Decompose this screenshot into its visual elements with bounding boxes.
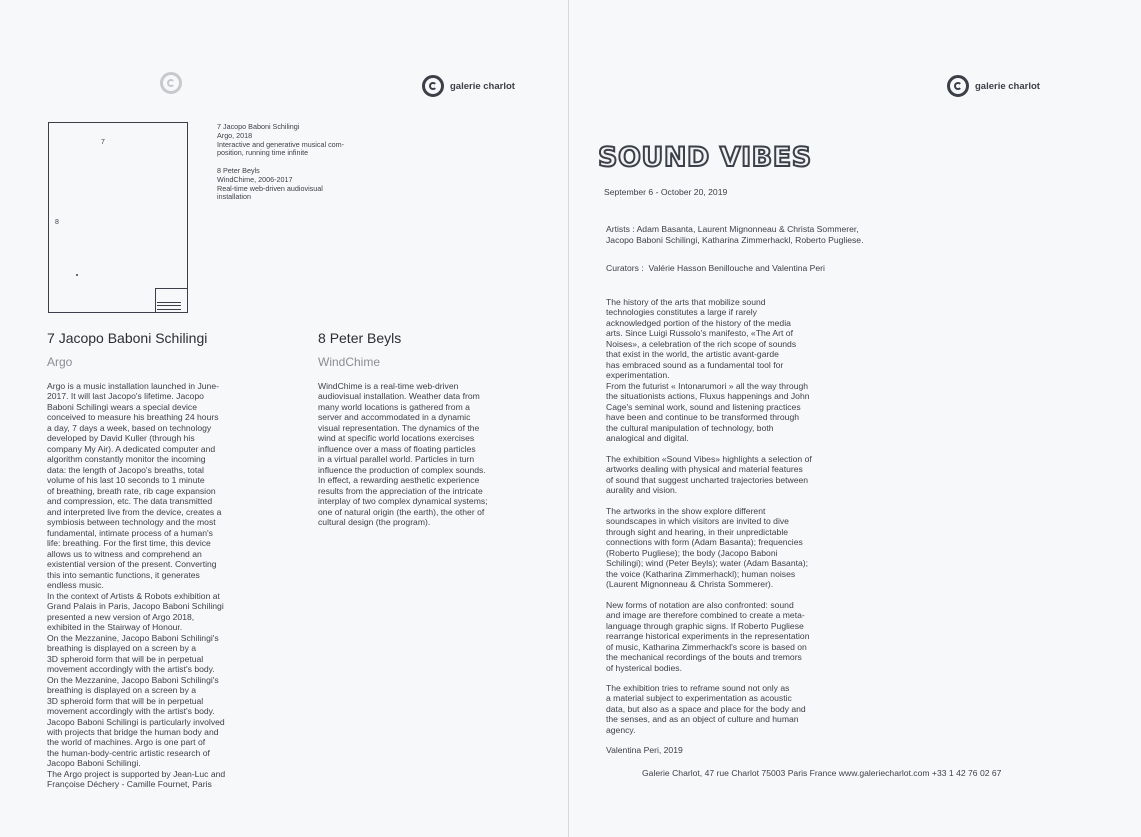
text-line: volume of his last 10 seconds to 1 minute bbox=[47, 475, 205, 486]
diagram-dot bbox=[76, 274, 78, 276]
legend-line: WindChime, 2006-2017 bbox=[217, 174, 293, 184]
text-line: Baboni Schilingi wears a special device bbox=[47, 401, 197, 412]
text-line: endless music. bbox=[47, 580, 104, 591]
text-line: In effect, a rewarding aesthetic experience bbox=[318, 475, 480, 486]
text-line: cultural design (the program). bbox=[318, 517, 431, 528]
text-line: company My Air). A dedicated computer and bbox=[47, 443, 216, 454]
artists-line: Adam Basanta, Laurent Mignonneau & Christa Sommerer, bbox=[636, 224, 859, 234]
text-line: The artworks in the show explore different bbox=[606, 505, 766, 516]
gallery-logo bbox=[947, 75, 1040, 97]
text-line: data: the length of Jacopo's breaths, total bbox=[47, 464, 204, 475]
text-line: The exhibition tries to reframe sound not only as bbox=[606, 682, 790, 693]
legend-item bbox=[217, 123, 367, 158]
gallery-logo-text: galerie charlot bbox=[975, 80, 1040, 92]
text-line: conceived to measure his breathing 24 hours bbox=[47, 412, 219, 423]
text-line: Françoise Déchery - Camille Fournet, Paris bbox=[47, 779, 212, 790]
text-line: Cage's seminal work, sound and listening practices bbox=[606, 401, 801, 412]
text-line: the mechanical recordings of the bouts and tremors bbox=[606, 652, 802, 663]
text-line: experimentation. bbox=[606, 370, 670, 381]
essay-signature: Valentina Peri, 2019 bbox=[606, 745, 683, 756]
text-line: and image are therefore combined to create a meta- bbox=[606, 610, 805, 621]
legend-line: Real-time web-driven audiovisual bbox=[217, 183, 323, 193]
text-line: New forms of notation are also confronted: sound bbox=[606, 599, 794, 610]
text-line: Jacopo Baboni Schilingi. bbox=[47, 758, 141, 769]
diagram-label-7: 7 bbox=[101, 139, 105, 146]
text-line: Schilingi); wind (Peter Beyls); water (Adam Basanta); bbox=[606, 558, 809, 569]
text-line: existential version of the present. Converting bbox=[47, 559, 217, 570]
text-line: exhibited in the Stairway of Honour. bbox=[47, 622, 183, 633]
essay-paragraph bbox=[606, 683, 846, 735]
artwork-7-description bbox=[47, 381, 272, 790]
diagram-stair-lines bbox=[157, 302, 181, 310]
essay-paragraph bbox=[606, 600, 846, 673]
text-line: On the Mezzanine, Jacopo Baboni Schilingi's bbox=[47, 632, 219, 643]
exhibition-title: SOUND VIBES bbox=[598, 142, 812, 173]
text-line: that exist in the world, the artistic avant-garde bbox=[606, 349, 779, 360]
legend-line: position, running time infinite bbox=[217, 148, 309, 158]
text-line: results from the appreciation of the intricate bbox=[318, 485, 483, 496]
text-line: many world locations is gathered from a bbox=[318, 401, 470, 412]
text-line: with projects that bridge the human body and bbox=[47, 726, 219, 737]
text-line: Grand Palais in Paris, Jacopo Baboni Schilingi bbox=[47, 601, 224, 612]
text-line: the senses, and as an object of culture and human bbox=[606, 714, 799, 725]
legend-line: Argo, 2018 bbox=[217, 130, 253, 140]
text-line: (Roberto Pugliese); the body (Jacopo Baboni bbox=[606, 547, 778, 558]
text-line: soundscapes in which visitors are invited to dive bbox=[606, 516, 789, 527]
essay-paragraph bbox=[606, 454, 846, 496]
text-line: server and accommodated in a dynamic bbox=[318, 412, 471, 423]
artwork-8-title: WindChime bbox=[318, 355, 381, 369]
essay-paragraph bbox=[606, 297, 846, 444]
legend-line: installation bbox=[217, 192, 251, 202]
text-line: breathing is displayed on a screen by a bbox=[47, 685, 197, 696]
text-line: On the Mezzanine, Jacopo Baboni Schilingi's bbox=[47, 674, 219, 685]
text-line: movement accordingly with the artist's body. bbox=[47, 706, 215, 717]
text-line: breathing is displayed on a screen by a bbox=[47, 643, 197, 654]
text-line: (Laurent Mignonneau & Christa Sommerer). bbox=[606, 579, 774, 590]
artwork-legend bbox=[217, 123, 367, 211]
text-line: through sight and hearing, in their unpredictable bbox=[606, 526, 789, 537]
text-line: artworks dealing with physical and material features bbox=[606, 464, 803, 475]
text-line: wind at specific world locations exercises bbox=[318, 433, 475, 444]
text-line: data, but also as a space and place for the body and bbox=[606, 703, 806, 714]
text-line: presented a new version of Argo 2018, bbox=[47, 611, 195, 622]
text-line: connections with form (Adam Basanta); frequencies bbox=[606, 537, 803, 548]
gallery-logo-text: galerie charlot bbox=[450, 80, 515, 92]
curatorial-essay bbox=[606, 297, 846, 756]
floor-plan-diagram bbox=[48, 122, 188, 313]
artists-line: Jacopo Baboni Schilingi, Katharina Zimmerhackl, Roberto Pugliese. bbox=[606, 235, 864, 246]
text-line: Argo is a music installation launched in June- bbox=[47, 381, 219, 391]
artists-label: Artists : bbox=[606, 224, 635, 234]
legend-title: 8 Peter Beyls bbox=[217, 166, 260, 176]
text-line: have been and continue to be transformed through bbox=[606, 412, 800, 423]
exhibition-dates: September 6 - October 20, 2019 bbox=[604, 187, 728, 197]
text-line: one of natural origin (the earth), the other of bbox=[318, 506, 485, 517]
text-line: rearrange historical experiments in the representation bbox=[606, 631, 810, 642]
text-line: the world of machines. Argo is one part of bbox=[47, 737, 206, 748]
text-line: of breathing, breath rate, rib cage expansion bbox=[47, 485, 216, 496]
artwork-7-heading bbox=[47, 330, 207, 346]
text-line: interplay of two complex dynamical systems; bbox=[318, 496, 488, 507]
text-line: of sound that suggest uncharted trajectories between bbox=[606, 474, 809, 485]
text-line: influence the production of complex sounds. bbox=[318, 464, 486, 475]
gallery-logo-icon bbox=[160, 72, 182, 94]
text-line: 2017. It will last Jacopo's lifetime. Jacopo bbox=[47, 391, 204, 402]
gallery-logo bbox=[422, 75, 515, 97]
text-line: this into semantic functions, it generates bbox=[47, 569, 200, 580]
artwork-8-description bbox=[318, 381, 528, 528]
text-line: technologies constitutes a large if rarely bbox=[606, 307, 757, 318]
text-line: a day, 7 days a week, based on technology bbox=[47, 422, 212, 433]
text-line: developed by David Kuller (through his bbox=[47, 433, 195, 444]
text-line: the voice (Katharina Zimmerhackl); human noises bbox=[606, 568, 796, 579]
text-line: analogical and digital. bbox=[606, 433, 689, 444]
text-line: and compression, etc. The data transmitted bbox=[47, 496, 213, 507]
artwork-8-heading bbox=[318, 330, 401, 346]
text-line: and interpreted live from the device, creates a bbox=[47, 506, 222, 517]
text-line: arts. Since Luigi Russolo's manifesto, «The Art of bbox=[606, 328, 793, 339]
text-line: From the futurist « Intonarumori » all the way through bbox=[606, 380, 809, 391]
gallery-footer: Galerie Charlot, 47 rue Charlot 75003 Paris France www.galeriecharlot.com +33 1 42 76 02 67 bbox=[642, 768, 1002, 778]
text-line: Jacopo Baboni Schilingi is particularly involved bbox=[47, 716, 225, 727]
text-line: The exhibition «Sound Vibes» highlights a selection of bbox=[606, 453, 812, 464]
artwork-number: 7 bbox=[47, 330, 55, 346]
text-line: fundamental, intimate process of a human's bbox=[47, 527, 213, 538]
gallery-logo-icon bbox=[422, 75, 444, 97]
text-line: life: breathing. For the first time, this device bbox=[47, 538, 211, 549]
text-line: aurality and vision. bbox=[606, 485, 678, 496]
artwork-artist: Jacopo Baboni Schilingi bbox=[58, 330, 208, 346]
exhibition-artists bbox=[606, 224, 863, 246]
text-line: WindChime is a real-time web-driven bbox=[318, 381, 459, 391]
text-line: In the context of Artists & Robots exhibition at bbox=[47, 590, 220, 601]
text-line: of music, Katharina Zimmerhackl's score is based on bbox=[606, 641, 807, 652]
bleed-through-logo bbox=[160, 72, 182, 94]
exhibition-curators bbox=[606, 263, 825, 274]
text-line: 3D spheroid form that will be in perpetual bbox=[47, 695, 204, 706]
artwork-7-title: Argo bbox=[47, 355, 73, 369]
text-line: language through graphic signs. If Roberto Pugliese bbox=[606, 620, 804, 631]
text-line: the cultural manipulation of technology, both bbox=[606, 422, 774, 433]
legend-line: Interactive and generative musical com- bbox=[217, 139, 345, 149]
text-line: of hysterical bodies. bbox=[606, 662, 682, 673]
text-line: the human-body-centric artistic research of bbox=[47, 747, 210, 758]
essay-paragraph bbox=[606, 506, 846, 590]
text-line: algorithm constantly monitor the incoming bbox=[47, 454, 206, 465]
artwork-artist: Peter Beyls bbox=[329, 330, 402, 346]
text-line: Noises», a celebration of the rich scope of sounds bbox=[606, 338, 797, 349]
text-line: the situationists actions, Fluxus happenings and John bbox=[606, 391, 810, 402]
curators-label: Curators : bbox=[606, 263, 644, 273]
text-line: has embraced sound as a fundamental tool for bbox=[606, 359, 784, 370]
gallery-logo-icon bbox=[947, 75, 969, 97]
curators-names: Valérie Hasson Benillouche and Valentina Peri bbox=[648, 263, 825, 273]
text-line: influence over a mass of floating particles bbox=[318, 443, 476, 454]
legend-title: 7 Jacopo Baboni Schilingi bbox=[217, 122, 300, 131]
text-line: allows us to witness and comprehend an bbox=[47, 548, 202, 559]
text-line: 3D spheroid form that will be in perpetual bbox=[47, 653, 204, 664]
text-line: agency. bbox=[606, 724, 636, 735]
text-line: movement accordingly with the artist's body. bbox=[47, 664, 215, 675]
text-line: The history of the arts that mobilize sound bbox=[606, 297, 766, 307]
text-line: symbiosis between technology and the most bbox=[47, 517, 216, 528]
left-page bbox=[0, 0, 569, 837]
legend-item bbox=[217, 167, 367, 202]
text-line: a material subject to experimentation as acoustic bbox=[606, 693, 792, 704]
diagram-label-8: 8 bbox=[55, 219, 59, 226]
text-line: The Argo project is supported by Jean-Luc and bbox=[47, 768, 226, 779]
text-line: visual representation. The dynamics of the bbox=[318, 422, 480, 433]
text-line: acknowledged portion of the history of the media bbox=[606, 317, 791, 328]
artwork-number: 8 bbox=[318, 330, 326, 346]
text-line: in a virtual parallel world. Particles in turn bbox=[318, 454, 475, 465]
text-line: audiovisual installation. Weather data from bbox=[318, 391, 480, 402]
